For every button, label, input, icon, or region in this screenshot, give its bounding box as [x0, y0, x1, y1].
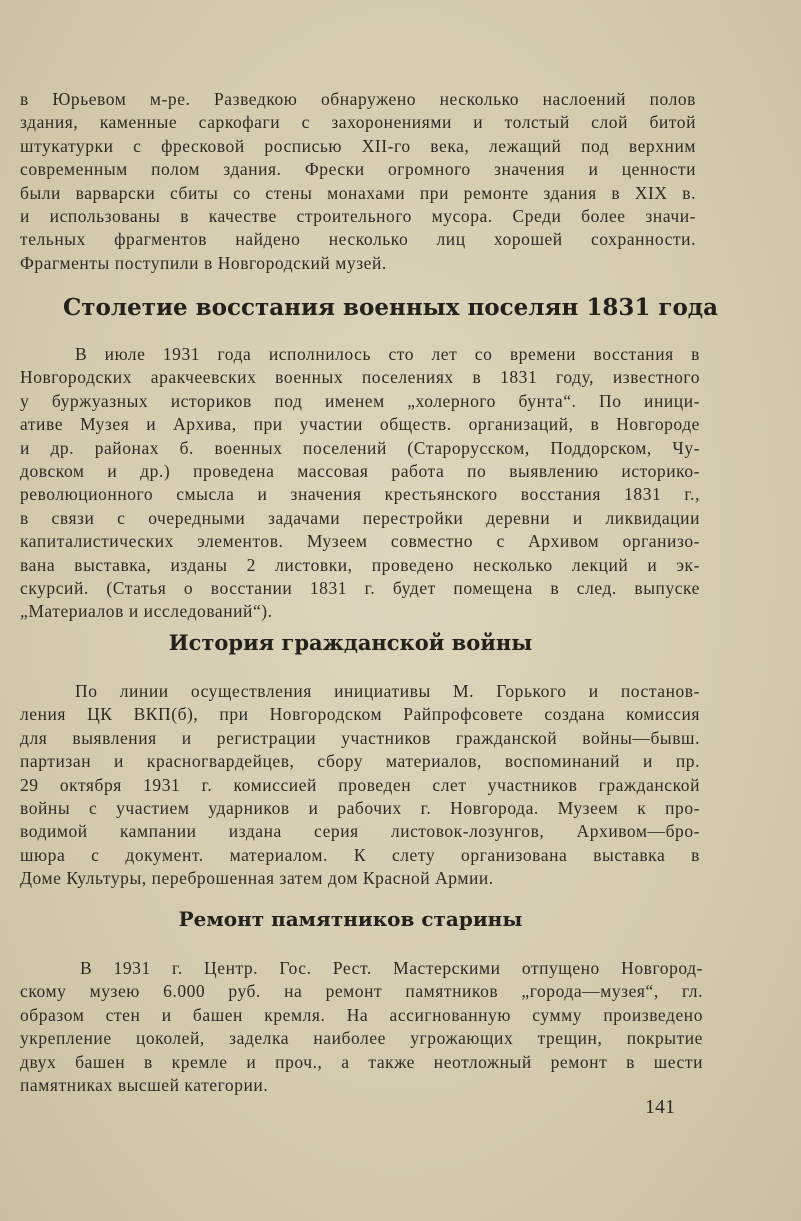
text-line: „Материалов и исследований“).: [20, 601, 273, 622]
text-line: Новгородских аракчеевских военных поселениях в 1831 году, известного: [20, 367, 700, 388]
text-line: тельных фрагментов найдено несколько лиц хорошей сохранности.: [20, 229, 696, 250]
monuments-paragraph: [20, 957, 703, 1097]
text-line: В 1931 г. Центр. Гос. Рест. Мастерскими отпущено Новгород-: [80, 958, 703, 978]
text-line: В июле 1931 года исполнилось сто лет со времени восстания в: [75, 344, 700, 364]
text-line: революционного смысла и значения крестьянского восстания 1831 г.,: [20, 484, 700, 505]
intro-text: [20, 88, 696, 275]
monuments-text: [20, 957, 703, 1097]
text-line: современным полом здания. Фрески огромного значения и ценности: [20, 159, 696, 180]
text-line: и использованы в качестве строительного мусора. Среди более значи-: [20, 206, 696, 227]
text-line: были варварски сбиты со стены монахами при ремонте здания в XIX в.: [20, 182, 696, 203]
text-line: вана выставка, изданы 2 листовки, проведено несколько лекций и эк-: [20, 554, 700, 575]
text-line: образом стен и башен кремля. На ассигнованную сумму произведено: [20, 1004, 703, 1025]
text-line: скурсий. (Статья о восстании 1831 г. будет помещена в след. выпуске: [20, 578, 700, 599]
text-line: двух башен в кремле и проч., а также неотложный ремонт в шести: [20, 1051, 703, 1072]
text-line: для выявления и регистрации участников гражданской войны—бывш.: [20, 727, 700, 748]
section-heading-monuments: Ремонт памятников старины: [178, 907, 523, 931]
page-number: 141: [645, 1096, 675, 1118]
section-heading-uprising: Столетие восстания военных поселян 1831 года: [62, 294, 719, 321]
text-line: памятниках высшей категории.: [20, 1075, 269, 1096]
text-line: ативе Музея и Архива, при участии обществ. организаций, в Новгороде: [20, 414, 700, 435]
text-line: и др. районах б. военных поселений (Старорусском, Поддорском, Чу-: [20, 437, 700, 458]
text-line: Фрагменты поступили в Новгородский музей.: [20, 252, 387, 273]
text-line: довском и др.) проведена массовая работа по выявлению историко-: [20, 461, 700, 482]
text-line: укрепление цоколей, заделка наиболее угрожающих трещин, покрытие: [20, 1028, 703, 1049]
text-line: штукатурки с фресковой росписью XII-го века, лежащий под верхним: [20, 135, 696, 156]
text-line: По линии осуществления инициативы М. Горького и постанов-: [75, 681, 700, 701]
civil-war-text: [20, 680, 700, 891]
civil-war-paragraph: [20, 680, 700, 891]
text-line: Доме Культуры, переброшенная затем дом Красной Армии.: [20, 868, 494, 889]
text-line: войны с участием ударников и рабочих г. Новгорода. Музеем к про-: [20, 798, 700, 819]
uprising-text: [20, 343, 700, 624]
text-line: скому музею 6.000 руб. на ремонт памятников „города—музея“, гл.: [20, 981, 703, 1002]
text-line: ления ЦК ВКП(б), при Новгородском Райпрофсовете создана комиссия: [20, 704, 700, 725]
text-line: здания, каменные саркофаги с захоронениями и толстый слой битой: [20, 112, 696, 133]
text-line: в связи с очередными задачами перестройки деревни и ликвидации: [20, 507, 700, 528]
text-line: в Юрьевом м-ре. Разведкою обнаружено несколько наслоений полов: [20, 89, 696, 109]
uprising-paragraph: [20, 343, 700, 624]
text-line: капиталистических элементов. Музеем совместно с Архивом организо-: [20, 531, 700, 552]
section-heading-civil-war: История гражданской войны: [168, 630, 533, 655]
text-line: шюра с документ. материалом. К слету организована выставка в: [20, 844, 700, 865]
text-line: партизан и красногвардейцев, сбору материалов, воспоминаний и пр.: [20, 751, 700, 772]
intro-paragraph: [20, 88, 696, 275]
text-line: водимой кампании издана серия листовок-лозунгов, Архивом—бро-: [20, 821, 700, 842]
text-line: у буржуазных историков под именем „холерного бунта“. По иници-: [20, 390, 700, 411]
text-line: 29 октября 1931 г. комиссией проведен слет участников гражданской: [20, 774, 700, 795]
